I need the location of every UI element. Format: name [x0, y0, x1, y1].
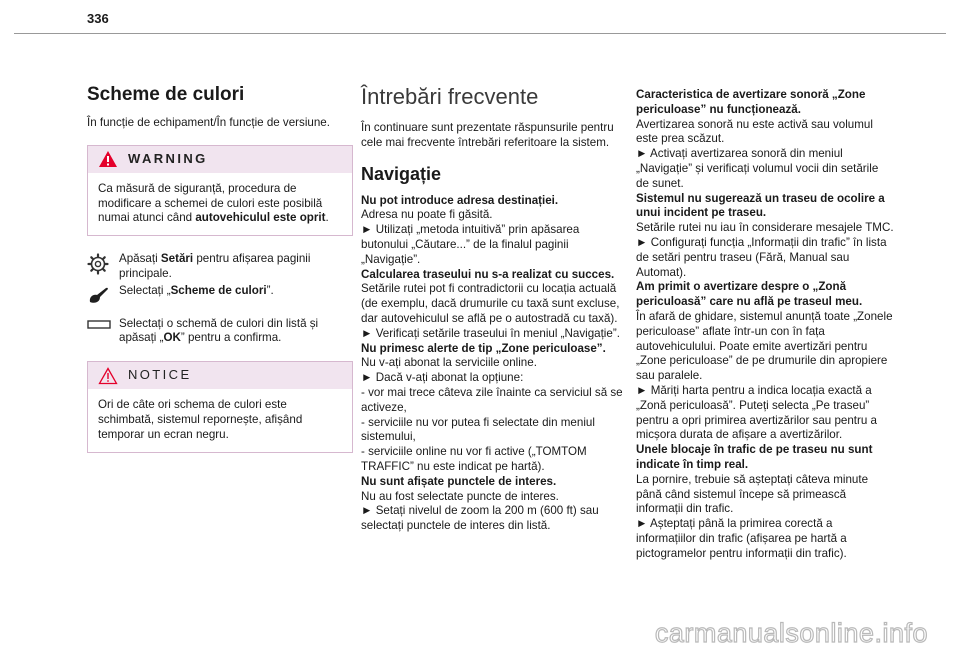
- page-number: 336: [87, 11, 109, 26]
- warning-text-end: .: [325, 211, 329, 225]
- faq-answer: Adresa nu poate fi găsită.: [361, 208, 493, 222]
- faq-intro: În continuare sunt prezentate răspunsurile pentru cele mai frecvente întrebări referitoare la sistem.: [361, 121, 614, 149]
- warning-header: [88, 146, 352, 173]
- warning-text: Ca măsură de siguranță, procedura de modificare a schemei de culori este posibilă numai atunci când: [98, 181, 323, 225]
- list-bar-icon: [87, 320, 111, 330]
- faq-answer: Avertizarea sonoră nu este activă sau volumul este prea scăzut.: [636, 117, 873, 146]
- faq-answer: ► Dacă v-ați abonat la opțiune:: [361, 371, 524, 385]
- faq-question: Calcularea traseului nu s-a realizat cu succes.: [361, 267, 615, 281]
- faq-answer: Nu au fost selectate puncte de interes.: [361, 489, 559, 503]
- faq-answer: La pornire, trebuie să așteptați câteva minute până când sistemul începe să primească informații din trafic.: [636, 472, 869, 516]
- faq-question: Unele blocaje în trafic de pe traseu nu sunt indicate în timp real.: [636, 443, 873, 471]
- faq-list: [361, 194, 623, 534]
- notice-text: Ori de câte ori schema de culori este schimbată, sistemul repornește, afișând temporar un ecran negru.: [98, 398, 303, 441]
- faq-question: Nu pot introduce adresa destinației.: [361, 193, 559, 207]
- navigation-subtitle: Navigație: [361, 163, 442, 184]
- faq-answer: - serviciile online nu vor fi active („TOMTOM TRAFFIC” nu este indicat pe hartă).: [361, 445, 587, 473]
- faq-answer: ► Așteptați până la primirea corectă a informațiilor din trafic (afișarea pe hartă a pictogramelor pentru informații din trafic).: [636, 517, 847, 560]
- gear-icon: [87, 253, 109, 275]
- faq-answer: ► Activați avertizarea sonoră din meniul „Navigație” și verificați volumul vocii din setările de sunet.: [636, 147, 879, 190]
- step-color-schemes-text: Selectați „: [119, 283, 171, 297]
- notice-label: NOTICE: [128, 367, 192, 383]
- faq-question: Sistemul nu sugerează un traseu de ocolire a unui incident pe traseu.: [636, 191, 885, 220]
- notice-body: [88, 389, 352, 451]
- faq-question: Nu sunt afișate punctele de interes.: [361, 474, 557, 488]
- faq-section-continued: [636, 88, 894, 562]
- faq-question: Am primit o avertizare despre o „Zonă periculoasă” care nu află pe traseul meu.: [636, 280, 863, 309]
- watermark-text: carmanualsonline.info: [654, 618, 928, 648]
- palette-icon: [87, 285, 109, 305]
- faq-list-continued: [636, 88, 894, 562]
- section-title: Scheme de culori: [87, 84, 245, 105]
- faq-answer: ► Utilizați „metoda intuitivă” prin apăsarea butonului „Căutare...” de la finalul paginii „Navigație”.: [361, 223, 580, 266]
- warning-box: [87, 145, 353, 236]
- faq-answer: - vor mai trece câteva zile înainte ca serviciul să se activeze,: [361, 385, 623, 414]
- color-schemes-label: Scheme de culori: [170, 283, 267, 297]
- notice-box: [87, 361, 353, 452]
- step-settings-text: Apăsați: [119, 252, 161, 266]
- warning-icon: [98, 150, 118, 168]
- step-select-scheme-text-end: ” pentru a confirma.: [180, 331, 282, 345]
- faq-answer: ► Setați nivelul de zoom la 200 m (600 ft) sau selectați punctele de interes din listă.: [361, 504, 599, 533]
- faq-title: Întrebări frecvente: [361, 84, 539, 109]
- warning-text-bold: autovehiculul este oprit: [195, 211, 326, 225]
- warning-body: [88, 173, 352, 235]
- settings-label: Setări: [160, 252, 194, 266]
- step-color-schemes-text-end: ”.: [266, 283, 274, 297]
- intro-text: În funcție de echipament/În funcție de versiune.: [87, 116, 330, 129]
- faq-answer: ► Verificați setările traseului în meniul „Navigație”.: [361, 326, 620, 340]
- faq-answer: - serviciile nu vor putea fi selectate din meniul sistemului,: [361, 415, 595, 444]
- faq-answer: În afară de ghidare, sistemul anunță toate „Zonele periculoase” aflate într-un con în fața autovehiculului. Poate emite avertizări pentru „Zone periculoase” de pe drumurile din apropiere sau paralele.: [636, 309, 893, 383]
- color-schemes-section: [87, 84, 353, 453]
- warning-label: WARNING: [128, 150, 208, 166]
- faq-question: Nu primesc alerte de tip „Zone periculoase”.: [361, 341, 606, 355]
- step-select-scheme: [87, 317, 353, 347]
- step-settings-text-end: pentru afișarea paginii principale.: [119, 252, 311, 280]
- step-select-scheme-text: Selectați o schemă de culori din listă și apăsați „: [119, 316, 319, 345]
- faq-answer: Nu v-ați abonat la serviciile online.: [361, 356, 537, 370]
- faq-answer: ► Măriți harta pentru a indica locația exactă a „Zonă periculoasă”. Puteți selecta „Pe traseu” pentru a opri primirea avertizărilor sau pentru a micșora durata de afișare a avertizărilor.: [636, 383, 878, 442]
- notice-icon: [98, 367, 118, 385]
- faq-answer: Setările rutei nu iau în considerare mesajele TMC.: [636, 221, 894, 235]
- ok-label: OK: [163, 331, 181, 345]
- faq-section: [361, 84, 623, 534]
- step-color-schemes: [87, 284, 353, 299]
- top-divider: [14, 33, 946, 34]
- faq-answer: ► Configurați funcția „Informații din trafic” în lista de setări pentru traseu (Fără, Manual sau Automat).: [636, 235, 887, 279]
- step-settings: [87, 252, 353, 282]
- faq-answer: Setările rutei pot fi contradictorii cu locația actuală (de exemplu, dacă drumurile cu taxă sunt excluse, dar autovehiculul se află pe o autostradă cu taxă).: [361, 282, 620, 325]
- faq-question: Caracteristica de avertizare sonoră „Zone periculoase” nu funcționează.: [636, 88, 866, 116]
- notice-header: [88, 362, 352, 389]
